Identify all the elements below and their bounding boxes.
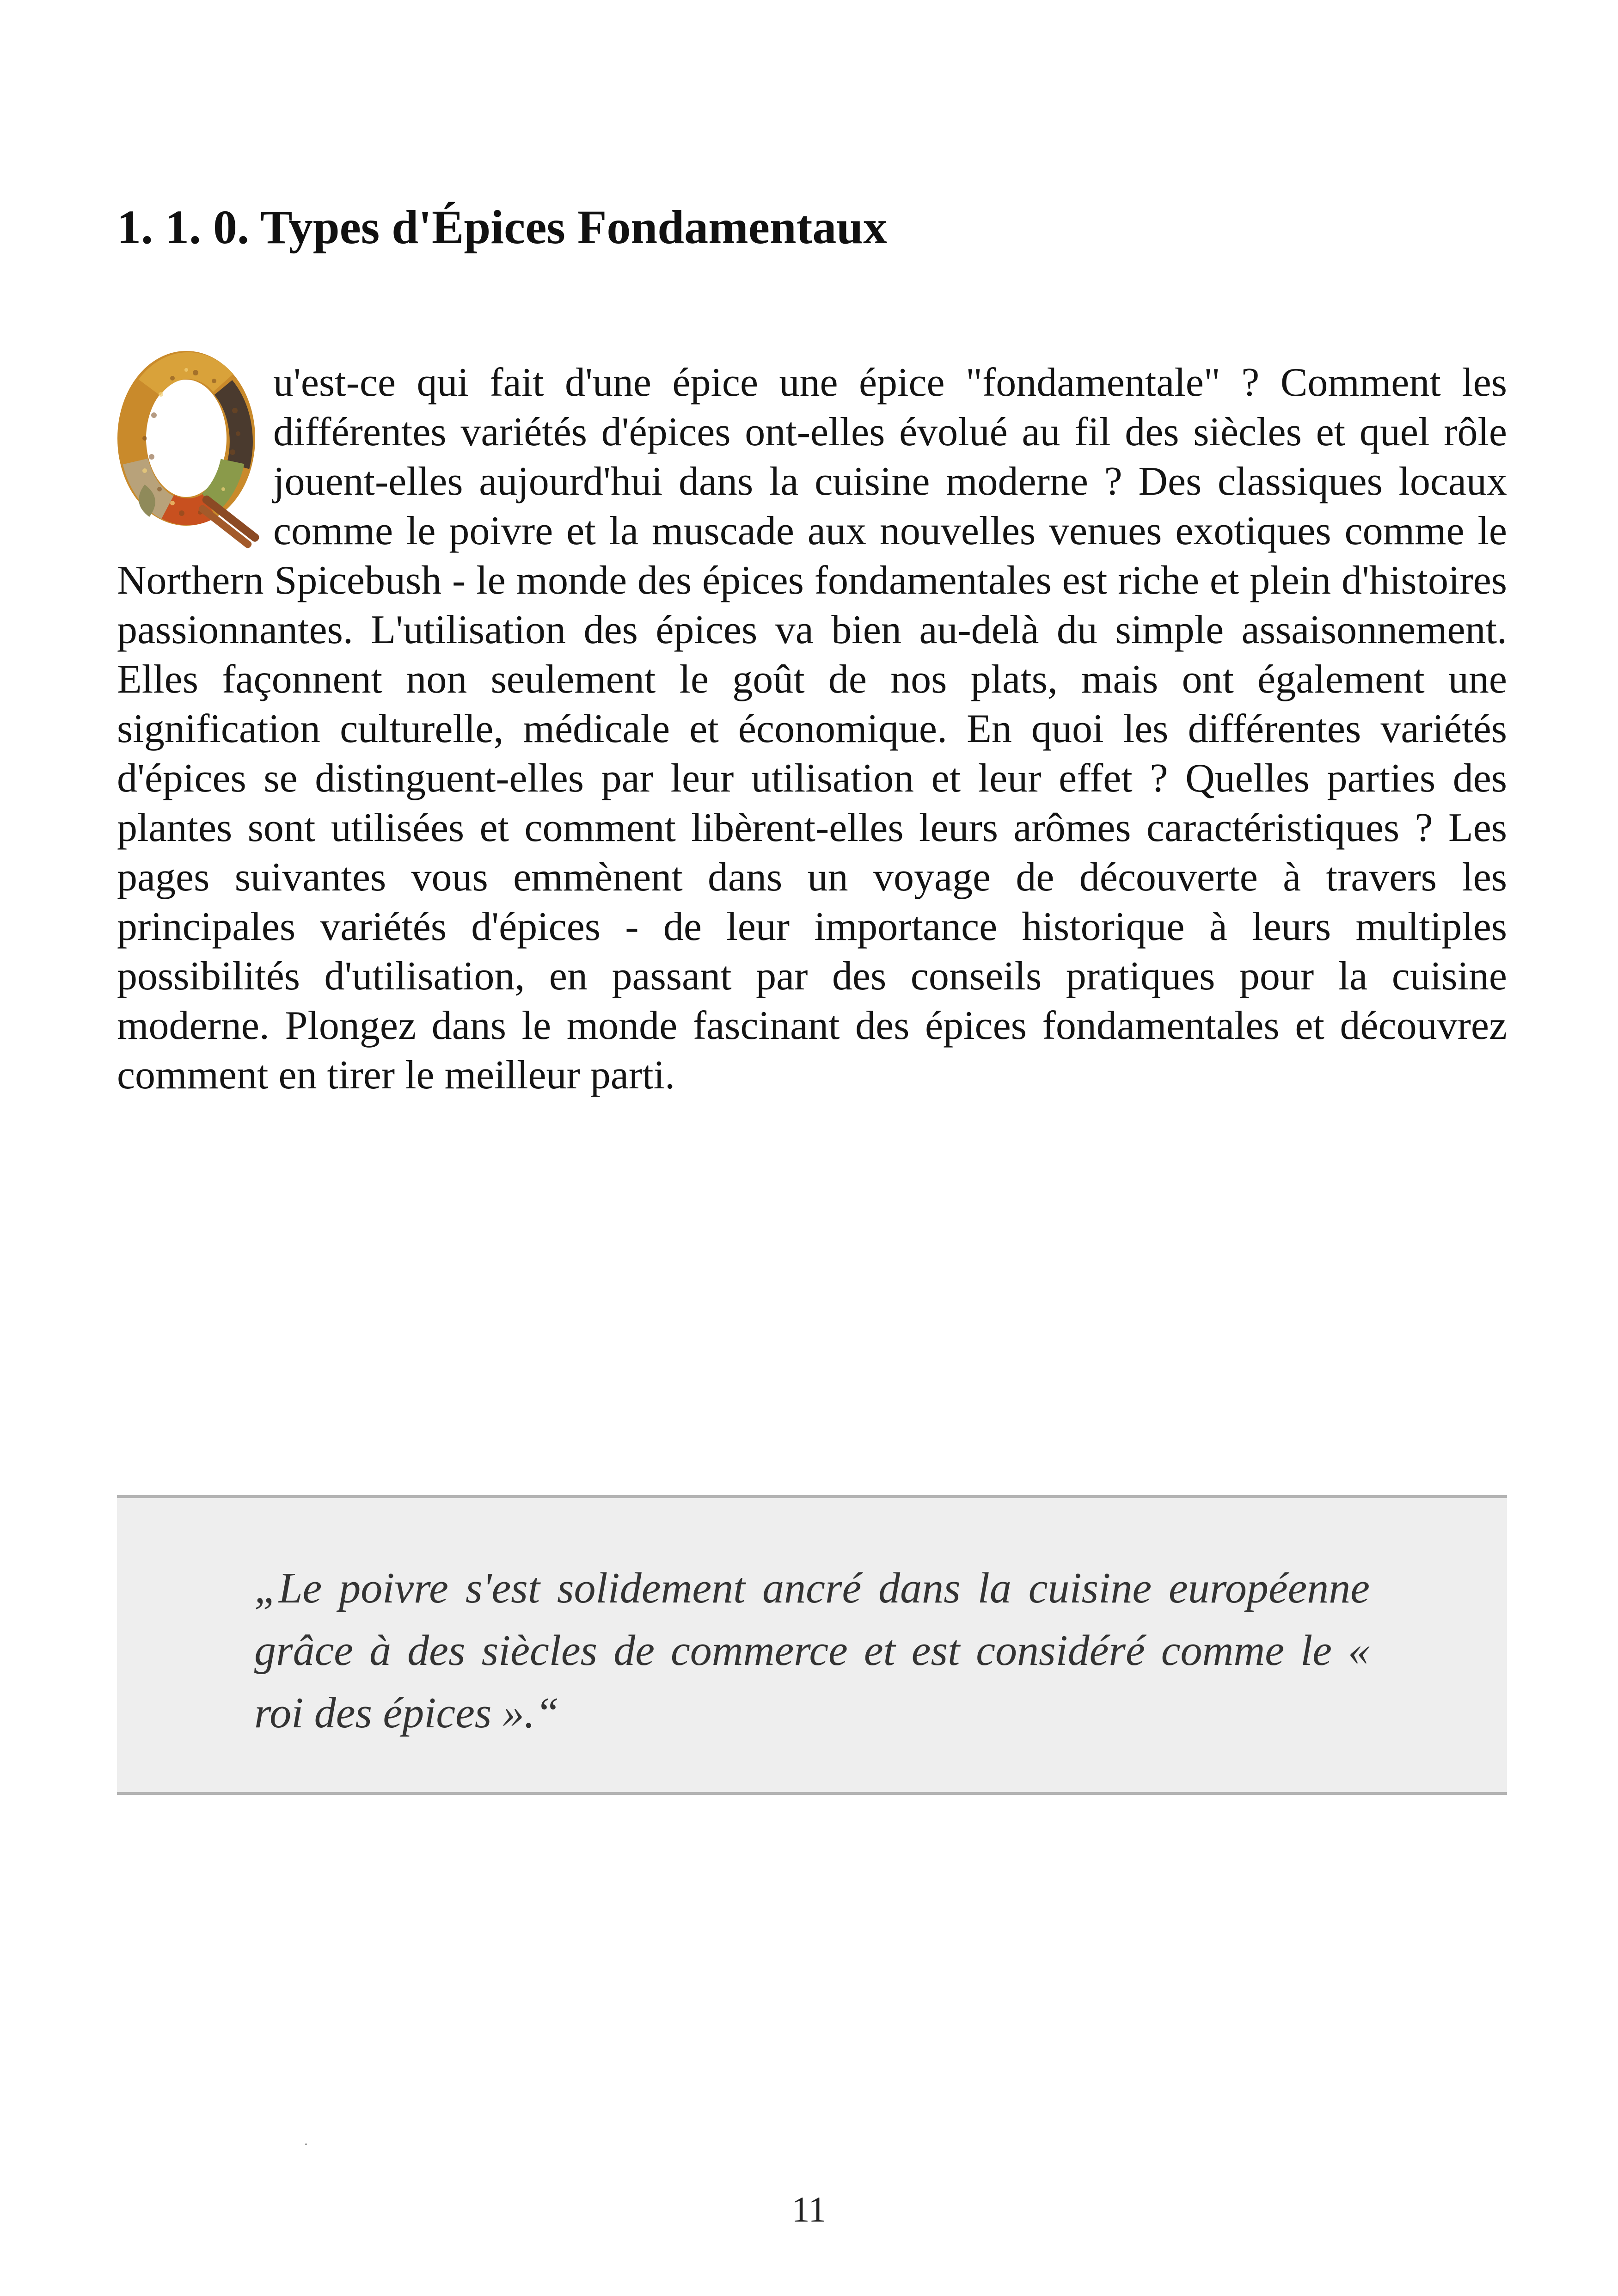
intro-text: u'est-ce qui fait d'une épice une épice "fondamentale" ? Comment les différentes variétés d'épices ont-elles évolué au fil des siècles et quel rôle jouent-elles aujourd'hui dans la cuisine moderne ? Des classiques locaux comme le poivre et la muscade aux nouvelles venues exotiques comme le Northern Spicebush - le monde des épices fondamentales est riche et plein d'histoires passionnantes. L'utilisation des épices va bien au-delà du simple assaisonnement. Elles façonnent non seulement le goût de nos plats, mais ont également une signification culturelle, médicale et économique. En quoi les différentes variétés d'épices se distinguent-elles par leur utilisation et leur effet ? Quelles parties des plantes sont utilisées et comment libèrent-elles leurs arômes caractéristiques ? Les pages suivantes vous emmènent dans un voyage de découverte à travers les principales variétés d'épices - de leur importance historique à leurs multiples possibilités d'utilisation, en passant par des conseils pratiques pour la cuisine moderne. Plongez dans le monde fascinant des épices fondamentales et découvrez comment en tirer le meilleur parti. [117,360,1507,1098]
drop-cap-q-illustration [117,350,264,549]
intro-paragraph [117,358,1507,1100]
decorative-dot [305,2143,307,2145]
quote-box [117,1495,1507,1795]
spice-letter-q-icon [117,350,264,549]
quote-text: „Le poivre s'est solidement ancré dans la cuisine européenne grâce à des siècles de commerce et est considéré comme le « roi des épices ».“ [254,1564,1370,1737]
section-heading: 1. 1. 0. Types d'Épices Fondamentaux [117,201,888,254]
page-number: 11 [791,2189,827,2229]
